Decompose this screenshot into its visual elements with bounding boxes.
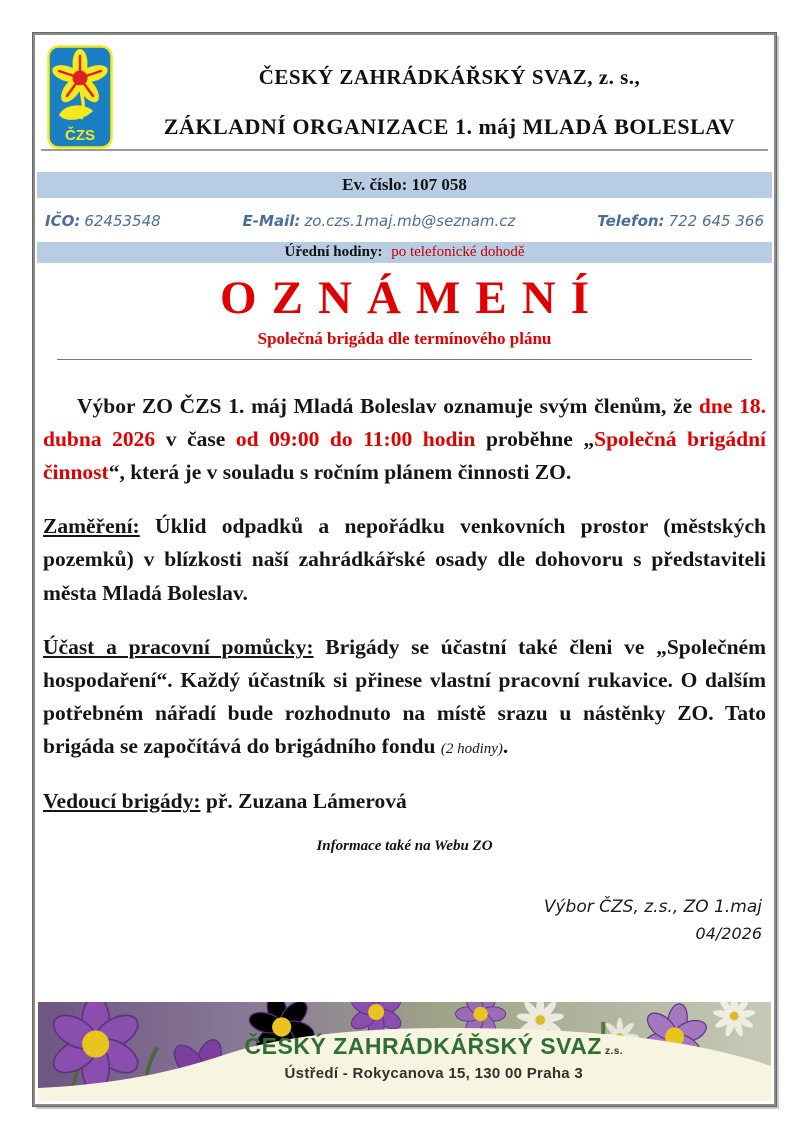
phone-label: Telefon: xyxy=(597,212,665,230)
office-hours-band xyxy=(37,242,772,263)
ico-field xyxy=(45,212,161,230)
title-divider xyxy=(57,359,752,360)
notice-body xyxy=(35,390,774,855)
email-value: zo.czs.1maj.mb@seznam.cz xyxy=(304,212,516,230)
web-note: Informace také na Webu ZO xyxy=(316,838,493,855)
banner-org-name: ČESKÝ ZAHRÁDKÁŘSKÝ SVAZ z.s. xyxy=(244,1033,624,1059)
logo-text: ČZS xyxy=(65,127,95,144)
document-header xyxy=(35,35,774,147)
participation-label: Účast a pracovní pomůcky: xyxy=(43,634,314,659)
event-time: od 09:00 do 11:00 hodin xyxy=(235,427,476,452)
intro-text: Výbor ZO ČZS 1. máj Mladá Boleslav oznamuje svým členům, že xyxy=(77,394,699,418)
event-date: dne 18. dubna 2026 xyxy=(43,394,766,452)
banner-text xyxy=(245,1033,624,1082)
banner-address: Ústředí - Rokycanova 15, 130 00 Praha 3 xyxy=(284,1065,584,1082)
leader-name: př. Zuzana Lámerová xyxy=(200,789,407,814)
registration-number-band xyxy=(37,172,772,198)
phone-field xyxy=(597,212,764,230)
notice-subtitle: Společná brigáda dle termínového plánu xyxy=(257,329,552,348)
intro-text: v čase xyxy=(155,427,236,452)
intro-paragraph xyxy=(43,390,766,489)
office-hours-label: Úřední hodiny: xyxy=(284,244,383,260)
document-page xyxy=(33,33,776,1106)
participation-text: Brigády se účastní také členi ve „Společném hospodaření“. Každý účastník si přinese vlastní pracovní rukavice. O dalším potřebném nářadí bude rozhodnuto na místě srazu u nástěnky ZO. Tato brigáda se započítává do brigádního fondu xyxy=(43,634,766,758)
leader-paragraph xyxy=(43,785,766,818)
focus-label: Zaměření: xyxy=(43,514,140,539)
ev-number-value: 107 058 xyxy=(411,175,467,194)
signature-block xyxy=(35,897,762,943)
phone-value: 722 645 366 xyxy=(668,212,764,230)
intro-text: “, která je v souladu s ročním plánem činnosti ZO. xyxy=(108,460,572,485)
focus-text: Úklid odpadků a nepořádku venkovních prostor (městských pozemků) v blízkosti naší zahrádkářské osady dle dohovoru s představiteli města Mladá Boleslav. xyxy=(43,514,766,605)
contact-row xyxy=(35,198,774,242)
ico-value: 62453548 xyxy=(84,212,161,230)
leader-label: Vedoucí brigády: xyxy=(43,789,201,814)
email-label: E-Mail: xyxy=(242,212,301,230)
footer-banner xyxy=(38,1002,771,1101)
czs-logo xyxy=(47,45,113,149)
focus-paragraph xyxy=(43,510,766,609)
notice-title: OZNÁMENÍ xyxy=(219,272,605,324)
organization-titles xyxy=(125,65,774,140)
event-name: Společná brigádní činnost xyxy=(43,427,767,485)
org-name-line2: ZÁKLADNÍ ORGANIZACE 1. máj MLADÁ BOLESLAV xyxy=(163,114,736,139)
participation-paragraph xyxy=(43,631,766,763)
header-divider xyxy=(41,149,768,151)
signature-date: 04/2026 xyxy=(695,924,762,944)
office-hours-value: po telefonické dohodě xyxy=(391,244,525,260)
ico-label: IČO: xyxy=(45,212,81,230)
hours-note: (2 hodiny) xyxy=(440,740,503,757)
participation-period: . xyxy=(502,733,509,758)
email-field xyxy=(243,212,516,230)
banner-org-suffix: z.s. xyxy=(604,1046,624,1057)
signature-committee: Výbor ČZS, z.s., ZO 1.maj xyxy=(543,897,762,918)
org-name-line1: ČESKÝ ZAHRÁDKÁŘSKÝ SVAZ, z. s., xyxy=(258,65,641,89)
ev-number-label: Ev. číslo: xyxy=(342,175,408,194)
intro-text: proběhne „ xyxy=(475,427,595,452)
